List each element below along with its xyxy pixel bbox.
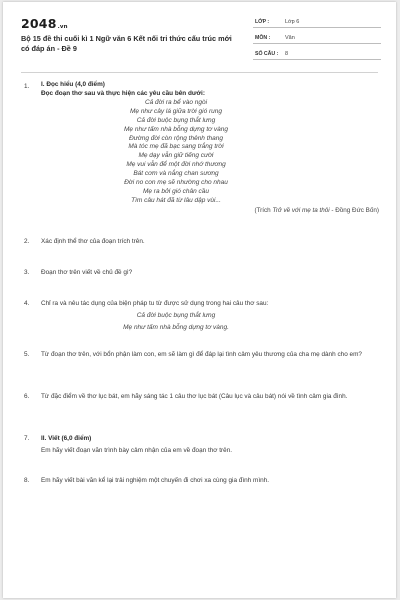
meta-row-class — [253, 16, 381, 28]
poem-line: Mẹ như cây lá giữa trời gió rung — [129, 107, 222, 115]
meta-underline — [253, 43, 381, 44]
source-title: Trở về với mẹ ta thôi — [272, 207, 330, 214]
logo-domain: .vn — [57, 24, 68, 30]
meta-underline — [253, 27, 381, 28]
question-text: Đoạn thơ trên viết về chủ đề gì? — [41, 269, 133, 276]
question-number: 1. — [24, 83, 30, 90]
question-text: Từ đoạn thơ trên, với bổn phận làm con, em sẽ làm gì để đáp lại tình cảm yêu thương của cha mẹ dành cho em? — [41, 351, 362, 358]
verse-line: Mẹ như tấm nhà bỗng dựng tơ vàng. — [123, 323, 229, 331]
question-text: Em hãy viết bài văn kể lại trải nghiệm một chuyến đi chơi xa cùng gia đình mình. — [41, 477, 269, 484]
question-text: Xác định thể thơ của đoạn trích trên. — [41, 238, 145, 245]
quoted-verse — [61, 310, 291, 333]
poem-excerpt — [61, 99, 291, 206]
poem-line: Mẹ dạy vẫn giữ tiếng cười — [138, 152, 214, 160]
question-text: Từ đặc điểm về thơ lục bát, em hãy sáng tác 1 câu thơ lục bát (Câu lục và câu bát) nói về tình cảm gia đình. — [41, 393, 348, 400]
source-prefix: (Trích — [254, 207, 273, 214]
source-suffix: - Đồng Đức Bốn) — [329, 207, 379, 214]
poem-line: Tìm câu hát đã từ lâu dập vùi... — [131, 196, 221, 204]
verse-line: Cả đời buộc bụng thắt lưng — [136, 312, 216, 319]
question-number: 5. — [24, 351, 30, 358]
question-number: 2. — [24, 238, 30, 245]
section-heading: II. Viết (6,0 điểm) — [41, 435, 92, 442]
meta-value: 8 — [285, 51, 289, 57]
site-logo[interactable] — [21, 16, 68, 31]
poem-line: Đường đời còn rộng thênh thang — [128, 134, 223, 142]
poem-line: Mẹ như tấm nhà bỗng dựng tơ vàng — [124, 125, 228, 133]
poem-source — [203, 207, 379, 214]
section-heading: I. Đọc hiểu (4,0 điểm) — [41, 81, 105, 88]
question-number: 8. — [24, 477, 30, 484]
logo-text: 2048 — [21, 16, 57, 31]
meta-key: SỐ CÂU : — [255, 51, 279, 57]
poem-line: Mẹ ra bởi gió chân cầu — [142, 187, 210, 195]
question-text: Em hãy viết đoạn văn trình bày cảm nhận của em về đoạn thơ trên. — [41, 446, 233, 454]
meta-underline — [253, 59, 381, 60]
meta-row-subject — [253, 32, 381, 44]
meta-key: LỚP : — [255, 19, 270, 25]
meta-value: Lớp 6 — [285, 19, 300, 25]
question-number: 3. — [24, 269, 30, 276]
meta-value: Văn — [285, 35, 295, 41]
poem-line: Đời no con mẹ sẽ nhường cho nhau — [124, 179, 228, 187]
header-divider — [21, 72, 378, 73]
question-number: 6. — [24, 393, 30, 400]
question-text: Chỉ ra và nêu tác dụng của biện pháp tu từ được sử dụng trong hai câu thơ sau: — [41, 300, 269, 307]
meta-row-question-count — [253, 48, 381, 60]
poem-line: Mà tóc mẹ đã bạc sang trắng trời — [128, 143, 224, 151]
poem-line: Cả đời buộc bụng thắt lưng — [136, 116, 216, 124]
document-title: Bộ 15 đề thi cuối kì 1 Ngữ văn 6 Kết nối tri thức cấu trúc mới có đáp án - Đề 9 — [21, 34, 232, 53]
poem-line: Bát cơm và nắng chan sương — [133, 170, 219, 178]
poem-line: Cả đời ra bể vào ngòi — [144, 99, 208, 106]
document-page — [3, 2, 396, 598]
poem-line: Mẹ vui vẫn để một đời nhớ thương — [126, 161, 226, 169]
question-number: 4. — [24, 300, 30, 307]
question-instruction: Đọc đoạn thơ sau và thực hiện các yêu cầu bên dưới: — [41, 89, 205, 97]
meta-key: MÔN : — [255, 35, 271, 41]
question-number: 7. — [24, 435, 30, 442]
